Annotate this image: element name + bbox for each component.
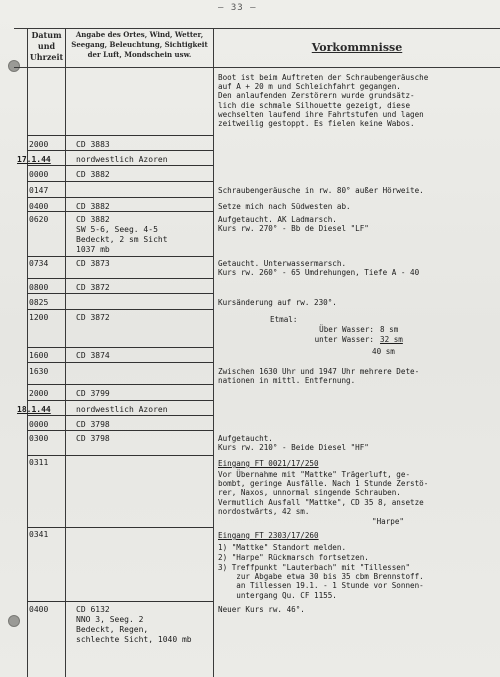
log-time: 1200 (29, 313, 49, 322)
log-time: 0300 (29, 434, 49, 443)
log-time: 0400 (29, 202, 49, 211)
header-vorkommnisse: Vorkommnisse (311, 41, 403, 54)
log-position: CD 6132 NNO 3, Seeg. 2 Bedeckt, Regen, schlechte Sicht, 1040 mb (76, 605, 192, 644)
page-number: — 33 — (218, 3, 257, 13)
header-datum: Datum und Uhrzeit (29, 30, 64, 62)
etmal-total: 40 sm (372, 347, 395, 356)
row-divider (27, 347, 65, 348)
row-divider (27, 601, 65, 602)
log-note: Schraubengeräusche in rw. 80° außer Hörweite. (218, 186, 424, 195)
row-divider (27, 309, 65, 310)
row-divider (65, 415, 213, 416)
row-divider (65, 150, 213, 151)
row-divider (27, 165, 65, 166)
eingang-item: 2) "Harpe" Rückmarsch fortsetzen. (218, 553, 369, 562)
row-divider (65, 455, 213, 456)
row-divider (27, 150, 65, 151)
log-position: CD 3882 (76, 202, 110, 211)
row-divider (27, 197, 65, 198)
punch-hole-icon (8, 615, 20, 627)
log-time: 1630 (29, 367, 49, 376)
log-note: Getaucht. Unterwassermarsch. Kurs rw. 260° - 65 Umdrehungen, Tiefe A - 40 (218, 259, 420, 278)
log-time: 2000 (29, 140, 49, 149)
log-time: 0000 (29, 420, 49, 429)
row-divider (65, 293, 213, 294)
log-time: 0400 (29, 605, 49, 614)
log-time: 0147 (29, 186, 49, 195)
log-position: CD 3882 (76, 170, 110, 179)
log-note: Neuer Kurs rw. 46°. (218, 605, 305, 614)
row-divider (27, 278, 65, 279)
row-divider (65, 278, 213, 279)
log-position: nordwestlich Azoren (76, 155, 168, 164)
log-position: CD 3883 (76, 140, 110, 149)
row-divider (27, 293, 65, 294)
log-position: CD 3799 (76, 389, 110, 398)
log-note: Aufgetaucht. Kurs rw. 210° - Beide Diesel "HF" (218, 434, 369, 453)
row-divider (65, 384, 213, 385)
log-time: 2000 (29, 389, 49, 398)
row-divider (65, 400, 213, 401)
eingang-signature: "Harpe" (372, 517, 405, 526)
log-note: Aufgetaucht. AK Ladmarsch. Kurs rw. 270° - Bb de Diesel "LF" (218, 215, 369, 234)
column-divider (27, 28, 28, 677)
log-time: 1600 (29, 351, 49, 360)
row-divider (27, 181, 65, 182)
log-note: Boot ist beim Auftreten der Schraubengeräusche auf A + 20 m und Schleichfahrt gegangen. Den anlaufenden Zerstörern wurde grundsätz- lich die schmale Silhouette gezeigt, diese wechselten laufend ihre Fahrtstufen und lagen zeitweilig gestoppt. Es fielen keine Wabos. (218, 73, 429, 129)
row-divider (27, 135, 65, 136)
row-divider (27, 455, 65, 456)
row-divider (27, 527, 65, 528)
log-note: Setze mich nach Südwesten ab. (218, 202, 351, 211)
row-divider (65, 362, 213, 363)
eingang-item: 1) "Mattke" Standort melden. (218, 543, 347, 552)
etmal-row-label: unter Wasser: (314, 335, 374, 344)
etmal-row-label: Über Wasser: (319, 325, 374, 334)
row-divider (65, 309, 213, 310)
row-divider (27, 430, 65, 431)
row-divider (65, 165, 213, 166)
row-divider (65, 601, 213, 602)
row-divider (65, 181, 213, 182)
log-note: Kursänderung auf rw. 230°. (218, 298, 337, 307)
row-divider (65, 527, 213, 528)
log-time: 0734 (29, 259, 49, 268)
row-divider (65, 256, 213, 257)
row-divider (27, 362, 65, 363)
etmal-row-value: 32 sm (380, 335, 403, 344)
header-angabe: Angabe des Ortes, Wind, Wetter, Seegang, Beleuchtung, Sichtigkeit der Luft, Mondschein usw. (71, 30, 208, 59)
eingang-heading: Eingang FT 2303/17/260 (218, 531, 319, 540)
log-position: CD 3874 (76, 351, 110, 360)
row-divider (65, 197, 213, 198)
log-time: 0000 (29, 170, 49, 179)
row-divider (27, 400, 65, 401)
log-time: 0311 (29, 458, 49, 467)
log-date: 17.1.44 (17, 155, 51, 164)
eingang-body: Vor Übernahme mit "Mattke" Trägerluft, ge- bombt, geringe Ausfälle. Nach 1 Stunde Zerstö- rer, Naxos, unnormal singende Schrauben. Vermutlich Ausfall "Mattke", CD 35 8, ansetze nordostwärts, 42 sm. (218, 470, 429, 516)
log-time: 0341 (29, 530, 49, 539)
log-time: 0620 (29, 215, 49, 224)
row-divider (27, 256, 65, 257)
column-divider (65, 28, 66, 677)
header-bottom-rule (14, 67, 500, 68)
log-note: Zwischen 1630 Uhr und 1947 Uhr mehrere Dete- nationen in mittl. Entfernung. (218, 367, 420, 386)
log-position: CD 3872 (76, 283, 110, 292)
etmal-row-value: 8 sm (380, 325, 399, 334)
log-date: 18.1.44 (17, 405, 51, 414)
column-divider (213, 28, 214, 677)
log-time: 0825 (29, 298, 49, 307)
log-position: CD 3872 (76, 313, 110, 322)
log-time: 0800 (29, 283, 49, 292)
row-divider (27, 384, 65, 385)
eingang-item: 3) Treffpunkt "Lauterbach" mit "Tillessen" zur Abgabe etwa 30 bis 35 cbm Brennstoff. an Tillessen 19.1. - 1 Stunde vor Sonnen- untergang Qu. CF 1155. (218, 563, 424, 600)
log-position: CD 3873 (76, 259, 110, 268)
etmal-title: Etmal: (270, 315, 298, 324)
row-divider (65, 430, 213, 431)
row-divider (65, 347, 213, 348)
eingang-heading: Eingang FT 0021/17/250 (218, 459, 319, 468)
log-position: CD 3798 (76, 434, 110, 443)
table-top-rule (14, 28, 500, 29)
log-position: CD 3882 SW 5-6, Seeg. 4-5 Bedeckt, 2 sm Sicht 1037 mb (76, 215, 168, 254)
row-divider (27, 415, 65, 416)
log-position: nordwestlich Azoren (76, 405, 168, 414)
punch-hole-icon (8, 60, 20, 72)
log-position: CD 3798 (76, 420, 110, 429)
row-divider (65, 135, 213, 136)
